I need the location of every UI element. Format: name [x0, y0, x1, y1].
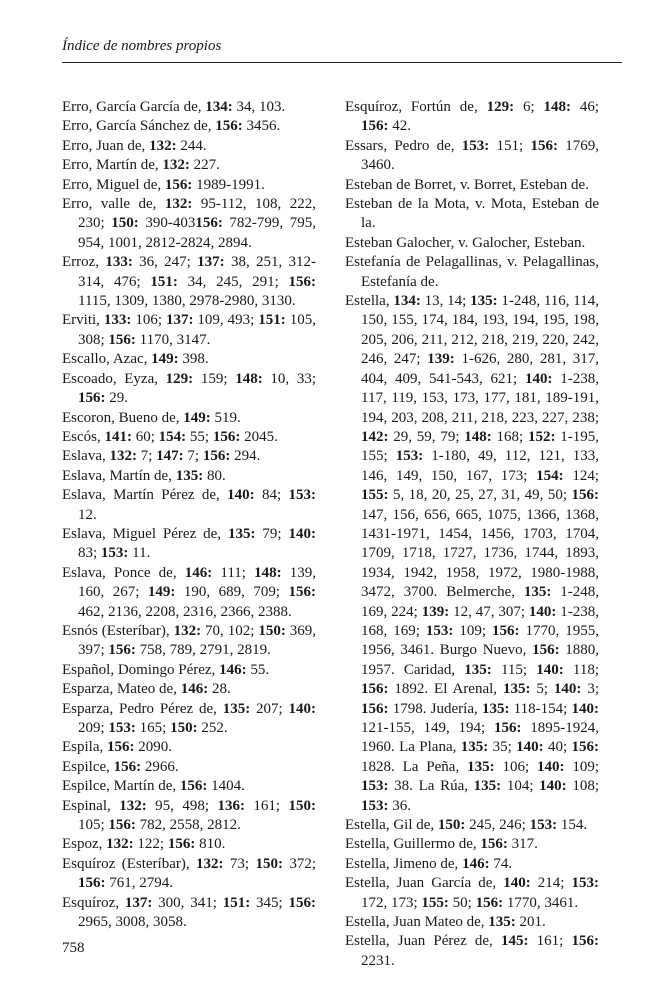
index-entry: Erro, valle de, 132: 95-112, 108, 222, 230; 150: 390-403156: 782-799, 795, 954, 1001, 2812-2824, 2894.	[62, 196, 316, 251]
index-entry: Esteban Galocher, v. Galocher, Esteban.	[345, 234, 586, 251]
index-entry: Estella, 134: 13, 14; 135: 1-248, 116, 114, 150, 155, 174, 184, 193, 194, 195, 198, 205, 206, 211, 212, 218, 219, 220, 242, 246, 247; 139: 1-626, 280, 281, 317, 404, 409, 541-543, 621; 140: 1-238, 117, 119, 153, 173, 177, 181, 189-191, 194, 203, 208, 211, 218, 223, 227, 238; 142: 29, 59, 79; 148: 168; 152: 1-195, 155; 153: 1-180, 49, 112, 121, 133, 146, 149, 150, 167, 173; 154: 124; 155: 5, 18, 20, 25, 27, 31, 49, 50; 156: 147, 156, 656, 665, 1075, 1366, 1368, 1431-1971, 1454, 1456, 1703, 1704, 1709, 1718, 1727, 1736, 1744, 1893, 1934, 1942, 1958, 1972, 1980-1988, 3472, 3700. Belmerche, 135: 1-248, 169, 224; 139: 12, 47, 307; 140: 1-238, 168, 169; 153: 109; 156: 1770, 1955, 1956, 3461. Burgo Nuevo, 156: 1880, 1957. Caridad, 135: 115; 140: 118; 156: 1892. El Arenal, 135: 5; 140: 3; 156: 1798. Judería, 135: 118-154; 140: 121-155, 149, 194; 156: 1895-1924, 1960. La Plana, 135: 35; 140: 40; 156: 1828. La Peña, 135: 106; 140: 109; 153: 38. La Rúa, 135: 104; 140: 108; 153: 36.	[345, 293, 600, 814]
index-entry: Erroz, 133: 36, 247; 137: 38, 251, 312-314, 476; 151: 34, 245, 291; 156: 1115, 1309, 1380, 2978-2980, 3130.	[62, 254, 317, 310]
running-header: Índice de nombres propios	[62, 38, 222, 54]
index-entry: Estella, Guillermo de, 156: 317.	[345, 836, 538, 853]
page-number: 758	[62, 940, 85, 956]
index-entry: Escallo, Azac, 149: 398.	[62, 351, 209, 368]
index-entry: Estefanía de Pelagallinas, v. Pelagallinas, Estefanía de.	[345, 254, 599, 290]
index-entry: Estella, Juan Mateo de, 135: 201.	[345, 914, 546, 931]
index-entry: Espoz, 132: 122; 156: 810.	[62, 836, 226, 853]
index-entry: Esteban de Borret, v. Borret, Esteban de.	[345, 176, 589, 193]
index-entry: Estella, Jimeno de, 146: 74.	[345, 855, 513, 872]
index-entry: Escoado, Eyza, 129: 159; 148: 10, 33; 156: 29.	[62, 370, 317, 407]
index-entry: Essars, Pedro de, 153: 151; 156: 1769, 3460.	[345, 137, 599, 174]
index-entry: Escós, 141: 60; 154: 55; 156: 2045.	[62, 428, 278, 445]
index-entry: Esparza, Mateo de, 146: 28.	[62, 681, 231, 698]
index-entry: Estella, Juan García de, 140: 214; 153: 172, 173; 155: 50; 156: 1770, 3461.	[345, 875, 599, 911]
index-entry: Esquíroz, 137: 300, 341; 151: 345; 156: 2965, 3008, 3058.	[62, 894, 316, 931]
index-entry: Eslava, Ponce de, 146: 111; 148: 139, 160, 267; 149: 190, 689, 709; 156: 462, 2136, 2208, 2316, 2366, 2388.	[62, 564, 317, 620]
index-entry: Erro, Juan de, 132: 244.	[62, 137, 207, 154]
index-column-right	[345, 98, 599, 971]
index-entry: Estella, Juan Pérez de, 145: 161; 156: 2231.	[345, 933, 600, 969]
index-entry: Espilce, Martín de, 156: 1404.	[62, 778, 245, 795]
index-entry: Eslava, Miguel Pérez de, 135: 79; 140: 83; 153: 11.	[62, 525, 317, 562]
index-column-left	[62, 98, 316, 932]
index-entry: Estella, Gil de, 150: 245, 246; 153: 154.	[345, 817, 588, 834]
index-entry: Esquíroz, Fortún de, 129: 6; 148: 46; 156: 42.	[345, 99, 600, 135]
header-rule	[62, 62, 622, 63]
index-entry: Espilce, 156: 2966.	[62, 758, 179, 775]
index-entry: Esparza, Pedro Pérez de, 135: 207; 140: 209; 153: 165; 150: 252.	[62, 700, 317, 736]
index-entry: Escoron, Bueno de, 149: 519.	[62, 409, 241, 426]
index-entry: Esquíroz (Esteríbar), 132: 73; 150: 372; 156: 761, 2794.	[62, 855, 316, 892]
index-entry: Eslava, Martín Pérez de, 140: 84; 153: 12.	[62, 487, 317, 523]
index-entry: Esteban de la Mota, v. Mota, Esteban de la.	[345, 196, 599, 232]
index-entry: Espinal, 132: 95, 498; 136: 161; 150: 105; 156: 782, 2558, 2812.	[62, 797, 316, 834]
index-entry: Erro, García Sánchez de, 156: 3456.	[62, 118, 281, 135]
index-entry: Eslava, 132: 7; 147: 7; 156: 294.	[62, 448, 261, 465]
index-entry: Esnós (Esteríbar), 132: 70, 102; 150: 369, 397; 156: 758, 789, 2791, 2819.	[62, 622, 317, 659]
index-entry: Espila, 156: 2090.	[62, 739, 172, 756]
index-entry: Eslava, Martín de, 135: 80.	[62, 467, 226, 484]
index-entry: Erro, García García de, 134: 34, 103.	[62, 99, 286, 115]
index-entry: Erro, Martín de, 132: 227.	[62, 157, 220, 174]
index-entry: Erviti, 133: 106; 137: 109, 493; 151: 105, 308; 156: 1170, 3147.	[62, 312, 316, 348]
index-entry: Erro, Miguel de, 156: 1989-1991.	[62, 176, 265, 193]
index-entry: Español, Domingo Pérez, 146: 55.	[62, 661, 270, 678]
